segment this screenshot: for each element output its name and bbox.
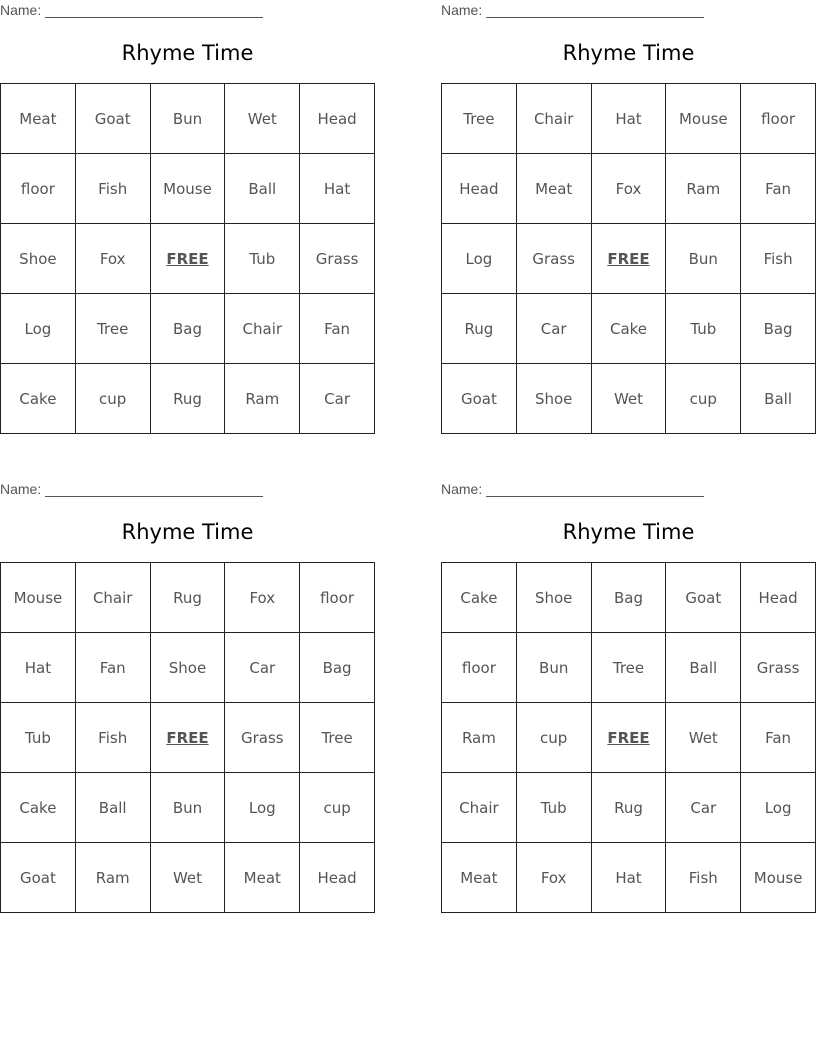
bingo-cell: Log bbox=[442, 224, 517, 294]
bingo-cell: Log bbox=[1, 294, 76, 364]
bingo-cell: Rug bbox=[150, 364, 225, 434]
bingo-cell: floor bbox=[300, 563, 375, 633]
bingo-cell: Grass bbox=[225, 703, 300, 773]
bingo-cell: Grass bbox=[300, 224, 375, 294]
name-label: Name: bbox=[441, 2, 483, 18]
bingo-cell: Fish bbox=[741, 224, 816, 294]
name-blank-line bbox=[486, 496, 704, 497]
bingo-row bbox=[442, 364, 816, 434]
free-space-cell: FREE bbox=[150, 224, 225, 294]
bingo-cell: Fan bbox=[741, 154, 816, 224]
bingo-cell: Ram bbox=[225, 364, 300, 434]
bingo-cell: Grass bbox=[741, 633, 816, 703]
bingo-cell: Ram bbox=[75, 843, 150, 913]
bingo-cell: Rug bbox=[591, 773, 666, 843]
bingo-cell: Fan bbox=[75, 633, 150, 703]
bingo-cell: Wet bbox=[150, 843, 225, 913]
bingo-cell: Head bbox=[741, 563, 816, 633]
bingo-cell: Ram bbox=[666, 154, 741, 224]
free-space-cell: FREE bbox=[150, 703, 225, 773]
name-field-row bbox=[0, 2, 300, 20]
bingo-cell: Shoe bbox=[516, 563, 591, 633]
bingo-row bbox=[1, 84, 375, 154]
bingo-cell: Tub bbox=[516, 773, 591, 843]
bingo-row bbox=[442, 294, 816, 364]
card-title: Rhyme Time bbox=[562, 41, 695, 65]
name-field-row bbox=[0, 481, 300, 499]
bingo-cell: Ball bbox=[225, 154, 300, 224]
name-blank-line bbox=[45, 17, 263, 18]
bingo-cell: Fan bbox=[741, 703, 816, 773]
bingo-cell: Wet bbox=[591, 364, 666, 434]
bingo-row bbox=[442, 843, 816, 913]
bingo-card-1 bbox=[0, 0, 375, 408]
bingo-cell: Goat bbox=[1, 843, 76, 913]
bingo-cell: Head bbox=[300, 84, 375, 154]
bingo-row bbox=[442, 563, 816, 633]
bingo-cell: Ball bbox=[741, 364, 816, 434]
bingo-cell: Fish bbox=[75, 154, 150, 224]
bingo-cell: Hat bbox=[591, 843, 666, 913]
bingo-cell: Bun bbox=[516, 633, 591, 703]
bingo-cell: Tub bbox=[1, 703, 76, 773]
bingo-cell: Chair bbox=[516, 84, 591, 154]
bingo-cell: Tree bbox=[75, 294, 150, 364]
name-blank-line bbox=[45, 496, 263, 497]
bingo-cell: Log bbox=[225, 773, 300, 843]
bingo-cell: Head bbox=[442, 154, 517, 224]
bingo-card-3 bbox=[0, 479, 375, 887]
bingo-cell: Tub bbox=[666, 294, 741, 364]
bingo-cell: floor bbox=[442, 633, 517, 703]
bingo-cell: Meat bbox=[225, 843, 300, 913]
bingo-row bbox=[442, 84, 816, 154]
bingo-cell: Tree bbox=[442, 84, 517, 154]
bingo-cell: Ball bbox=[666, 633, 741, 703]
bingo-row bbox=[1, 703, 375, 773]
name-field-row bbox=[441, 2, 741, 20]
bingo-cell: Tub bbox=[225, 224, 300, 294]
bingo-cell: Fox bbox=[516, 843, 591, 913]
card-title: Rhyme Time bbox=[562, 520, 695, 544]
bingo-card-4 bbox=[441, 479, 816, 887]
bingo-cell: Grass bbox=[516, 224, 591, 294]
bingo-cell: Tree bbox=[591, 633, 666, 703]
bingo-cell: Wet bbox=[225, 84, 300, 154]
bingo-cell: Chair bbox=[442, 773, 517, 843]
name-label: Name: bbox=[0, 2, 42, 18]
bingo-cell: Ball bbox=[75, 773, 150, 843]
bingo-cell: Hat bbox=[1, 633, 76, 703]
bingo-cell: cup bbox=[75, 364, 150, 434]
bingo-cell: Hat bbox=[591, 84, 666, 154]
name-field-row bbox=[441, 481, 741, 499]
bingo-cell: Car bbox=[300, 364, 375, 434]
bingo-cell: Car bbox=[666, 773, 741, 843]
bingo-cell: Fish bbox=[666, 843, 741, 913]
bingo-cell: cup bbox=[666, 364, 741, 434]
name-blank-line bbox=[486, 17, 704, 18]
bingo-cell: Head bbox=[300, 843, 375, 913]
bingo-cell: Shoe bbox=[1, 224, 76, 294]
card-title: Rhyme Time bbox=[121, 41, 254, 65]
bingo-grid bbox=[441, 83, 816, 434]
bingo-cell: Ram bbox=[442, 703, 517, 773]
bingo-cell: Goat bbox=[442, 364, 517, 434]
bingo-cell: Bun bbox=[150, 773, 225, 843]
bingo-row bbox=[442, 773, 816, 843]
bingo-row bbox=[1, 364, 375, 434]
bingo-cell: Wet bbox=[666, 703, 741, 773]
name-label: Name: bbox=[0, 481, 42, 497]
bingo-cell: Fox bbox=[591, 154, 666, 224]
bingo-row bbox=[1, 633, 375, 703]
bingo-cell: Mouse bbox=[666, 84, 741, 154]
bingo-grid bbox=[441, 562, 816, 913]
bingo-cell: Mouse bbox=[741, 843, 816, 913]
bingo-cell: Mouse bbox=[150, 154, 225, 224]
bingo-cell: Meat bbox=[442, 843, 517, 913]
bingo-grid bbox=[0, 562, 375, 913]
bingo-card-2 bbox=[441, 0, 816, 408]
bingo-row bbox=[1, 224, 375, 294]
bingo-cell: Cake bbox=[1, 364, 76, 434]
bingo-cell: Log bbox=[741, 773, 816, 843]
bingo-cell: Hat bbox=[300, 154, 375, 224]
bingo-cell: Fox bbox=[75, 224, 150, 294]
bingo-cell: floor bbox=[741, 84, 816, 154]
bingo-grid bbox=[0, 83, 375, 434]
bingo-row bbox=[1, 294, 375, 364]
bingo-cell: Goat bbox=[75, 84, 150, 154]
bingo-row bbox=[442, 154, 816, 224]
bingo-row bbox=[442, 703, 816, 773]
name-label: Name: bbox=[441, 481, 483, 497]
free-space-cell: FREE bbox=[591, 703, 666, 773]
bingo-cell: Bag bbox=[150, 294, 225, 364]
bingo-cell: cup bbox=[516, 703, 591, 773]
bingo-row bbox=[1, 154, 375, 224]
bingo-cell: Meat bbox=[1, 84, 76, 154]
bingo-cell: Fish bbox=[75, 703, 150, 773]
bingo-cell: Fan bbox=[300, 294, 375, 364]
bingo-cell: Bun bbox=[150, 84, 225, 154]
bingo-cell: Bag bbox=[741, 294, 816, 364]
bingo-cell: Cake bbox=[591, 294, 666, 364]
bingo-cell: Shoe bbox=[516, 364, 591, 434]
bingo-cell: Cake bbox=[442, 563, 517, 633]
bingo-cell: Car bbox=[516, 294, 591, 364]
bingo-cell: Cake bbox=[1, 773, 76, 843]
bingo-cell: Mouse bbox=[1, 563, 76, 633]
bingo-cell: Tree bbox=[300, 703, 375, 773]
bingo-row bbox=[1, 843, 375, 913]
bingo-row bbox=[1, 773, 375, 843]
bingo-cell: Bag bbox=[300, 633, 375, 703]
bingo-cell: Rug bbox=[442, 294, 517, 364]
card-title: Rhyme Time bbox=[121, 520, 254, 544]
bingo-cell: Rug bbox=[150, 563, 225, 633]
bingo-cell: Chair bbox=[75, 563, 150, 633]
bingo-cell: cup bbox=[300, 773, 375, 843]
bingo-cell: Meat bbox=[516, 154, 591, 224]
bingo-cell: Shoe bbox=[150, 633, 225, 703]
bingo-cell: Fox bbox=[225, 563, 300, 633]
bingo-cell: Goat bbox=[666, 563, 741, 633]
bingo-cell: Chair bbox=[225, 294, 300, 364]
bingo-cell: Bag bbox=[591, 563, 666, 633]
bingo-cell: floor bbox=[1, 154, 76, 224]
bingo-row bbox=[1, 563, 375, 633]
bingo-row bbox=[442, 224, 816, 294]
free-space-cell: FREE bbox=[591, 224, 666, 294]
bingo-cell: Car bbox=[225, 633, 300, 703]
bingo-row bbox=[442, 633, 816, 703]
bingo-cell: Bun bbox=[666, 224, 741, 294]
